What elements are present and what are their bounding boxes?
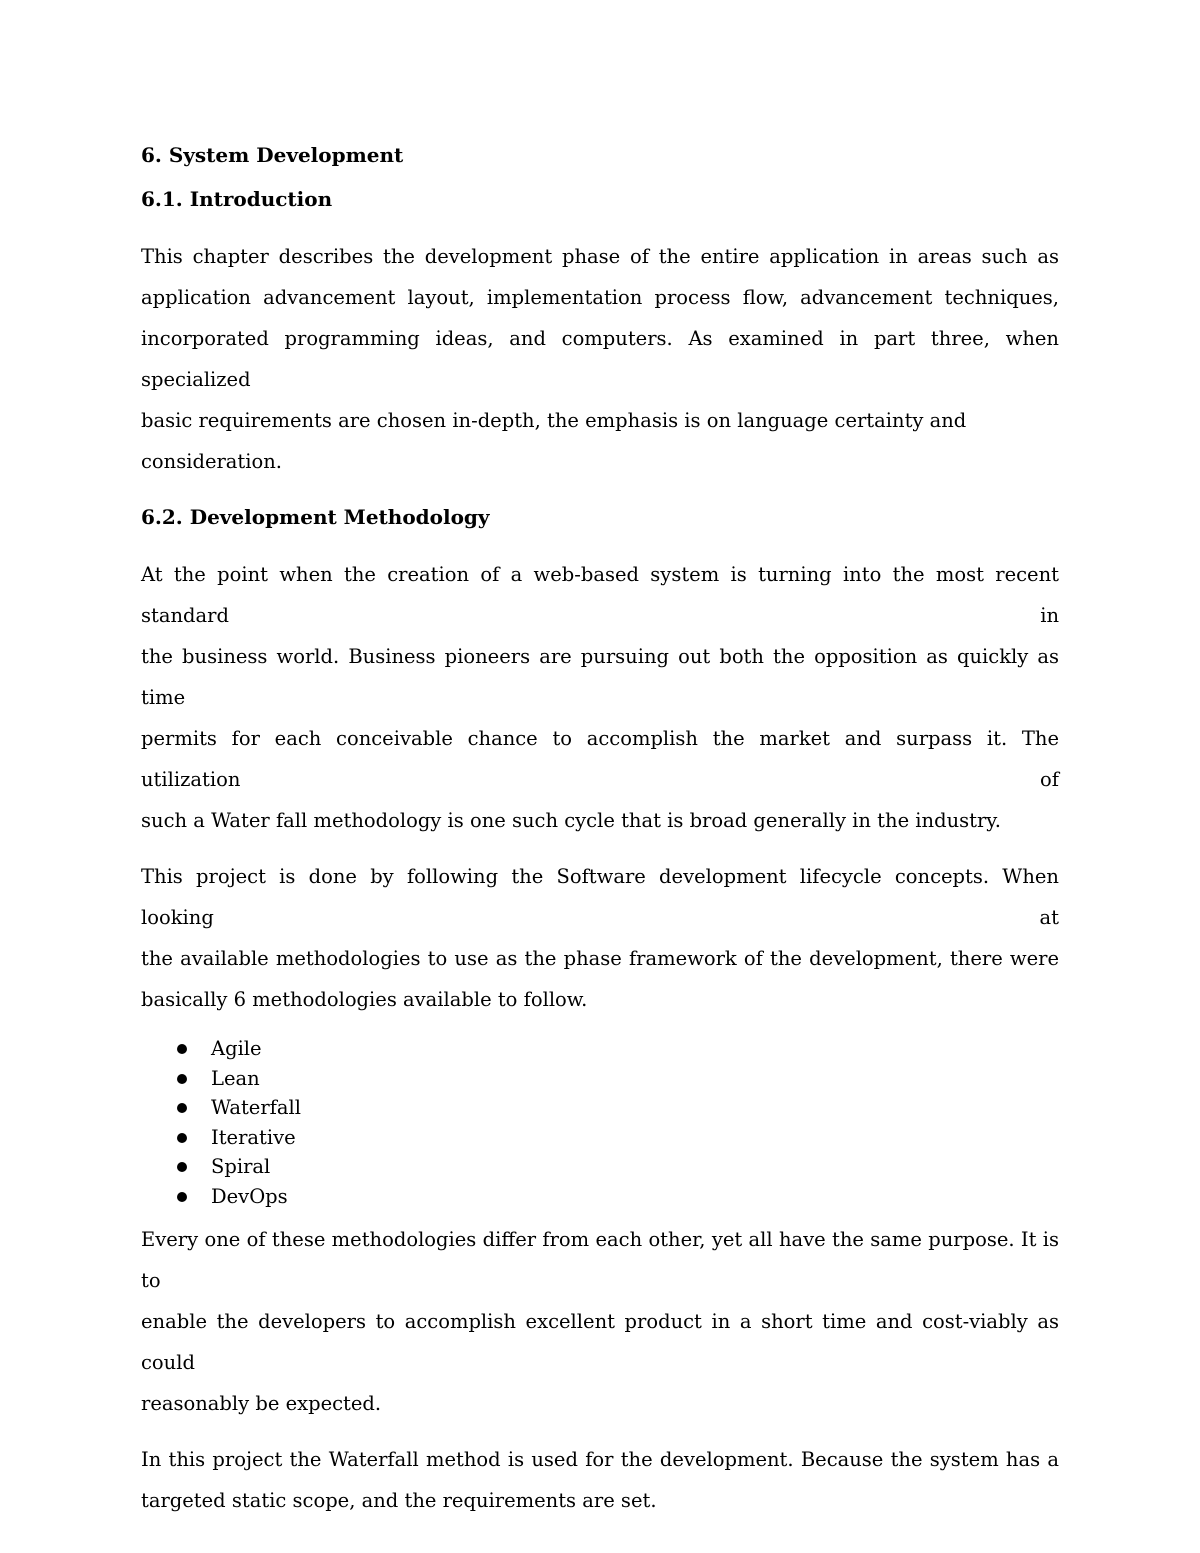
paragraph-line: At the point when the creation of a web-based system is turning into the most recent standard in xyxy=(141,563,1059,627)
paragraph-line: application advancement layout, implementation process flow, advancement techniques, xyxy=(141,286,1059,309)
list-item xyxy=(141,1093,1059,1123)
list-item-label: Lean xyxy=(211,1066,260,1090)
list-item-label: Waterfall xyxy=(211,1096,301,1119)
paragraph-line: permits for each conceivable chance to accomplish the market and surpass it. The utilization of xyxy=(141,727,1059,791)
introduction-paragraph xyxy=(141,236,1059,482)
list-item xyxy=(141,1152,1059,1182)
paragraph-line: enable the developers to accomplish excellent product in a short time and cost-viably as could xyxy=(141,1310,1059,1374)
paragraph-line: the available methodologies to use as the phase framework of the development, there were xyxy=(141,947,1059,970)
paragraph-line: Every one of these methodologies differ from each other, yet all have the same purpose. It is to xyxy=(141,1228,1059,1292)
list-item-label: Iterative xyxy=(211,1125,296,1149)
paragraph-line: such a Water fall methodology is one such cycle that is broad generally in the industry. xyxy=(141,809,1001,832)
bullet-icon xyxy=(177,1162,187,1172)
chapter-title: 6. System Development xyxy=(141,143,404,167)
paragraph-line: targeted static scope, and the requirements are set. xyxy=(141,1489,657,1512)
list-item-label: DevOps xyxy=(211,1184,288,1208)
paragraph-line: the business world. Business pioneers are pursuing out both the opposition as quickly as time xyxy=(141,645,1059,709)
methodology-paragraph-1 xyxy=(141,554,1059,841)
list-item-label: Agile xyxy=(211,1037,262,1060)
paragraph-line: This project is done by following the Software development lifecycle concepts. When looking at xyxy=(141,865,1059,929)
bullet-icon xyxy=(177,1133,187,1143)
document-body xyxy=(141,140,1059,1521)
paragraph-line: basic requirements are chosen in-depth, the emphasis is on language certainty and consideration. xyxy=(141,409,967,473)
list-item xyxy=(141,1034,1059,1064)
list-item xyxy=(141,1123,1059,1153)
bullet-icon xyxy=(177,1192,187,1202)
waterfall-choice-paragraph xyxy=(141,1439,1059,1521)
paragraph-line: This chapter describes the development phase of the entire application in areas such as xyxy=(141,245,1059,268)
paragraph-line: basically 6 methodologies available to follow. xyxy=(141,988,588,1011)
paragraph-line: reasonably be expected. xyxy=(141,1392,382,1415)
paragraph-line: incorporated programming ideas, and computers. As examined in part three, when specialized xyxy=(141,327,1059,391)
methodology-paragraph-2 xyxy=(141,856,1059,1020)
list-item-label: Spiral xyxy=(211,1155,271,1178)
list-item xyxy=(141,1182,1059,1212)
section-heading-introduction: 6.1. Introduction xyxy=(141,187,333,211)
bullet-icon xyxy=(177,1044,187,1054)
bullet-icon xyxy=(177,1074,187,1084)
bullet-icon xyxy=(177,1103,187,1113)
list-item xyxy=(141,1064,1059,1094)
methodology-comparison-paragraph xyxy=(141,1219,1059,1424)
section-heading-development-methodology: 6.2. Development Methodology xyxy=(141,505,490,529)
methodology-list xyxy=(141,1034,1059,1211)
paragraph-line: In this project the Waterfall method is used for the development. Because the system has a xyxy=(141,1448,1059,1471)
